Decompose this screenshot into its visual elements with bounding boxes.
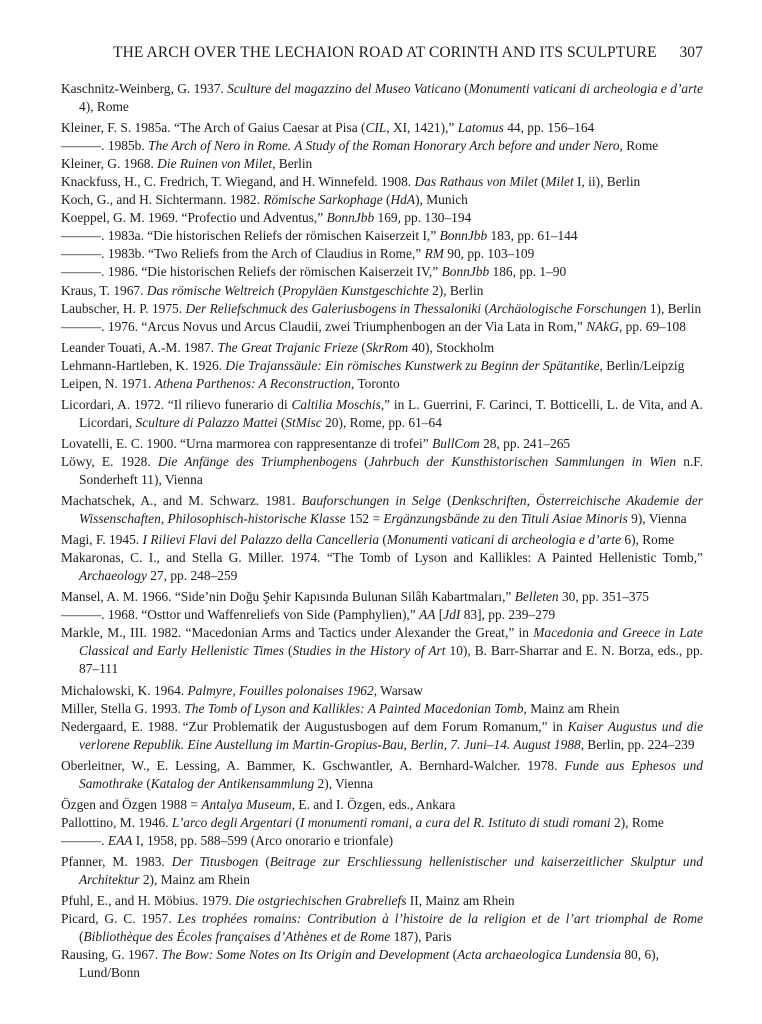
bib-entry: Picard, G. C. 1957. Les trophées romains: Contribution à l’histoire de la religion et de l’art triomphal de Rome (Bibliothèque des Écoles françaises d’Athènes et de Rome 187), Paris [61,911,703,945]
bib-entry: Löwy, E. 1928. Die Anfänge des Triumphenbogens (Jahrbuch der Kunsthistorischen Sammlungen in Wien n.F. Sonderheft 11), Vienna [61,453,703,487]
bib-entry: Rausing, G. 1967. The Bow: Some Notes on Its Origin and Development (Acta archaeologica Lundensia 80, 6), Lund/Bonn [61,947,659,981]
repeat-author-dash: ———. [61,228,105,244]
repeat-author-dash: ———. [61,264,105,280]
bib-entry: Pallottino, M. 1946. L’arco degli Argentari (I monumenti romani, a cura del R. Istituto di studi romani 2), Rome [61,814,664,830]
bib-entry: Machatschek, A., and M. Schwarz. 1981. Bauforschungen in Selge (Denkschriften, Österreichische Akademie der Wissenschaften, Philosophisch-historische Klasse 152 = Ergänzungsbände zu den Tituli Asiae Minoris 9), Vienna [61,493,703,527]
bib-entry: Kleiner, F. S. 1985a. “The Arch of Gaius Caesar at Pisa (CIL, XI, 1421),” Latomus 44, pp. 156–164 [61,120,595,136]
bib-entry: Kraus, T. 1967. Das römische Weltreich (Propyläen Kunstgeschichte 2), Berlin [61,282,484,298]
bib-entry: Özgen and Özgen 1988 = Antalya Museum, E. and I. Özgen, eds., Ankara [61,796,456,812]
running-header [113,44,703,64]
bib-entry: Knackfuss, H., C. Fredrich, T. Wiegand, and H. Winnefeld. 1908. Das Rathaus von Milet (Milet I, ii), Berlin [61,174,641,190]
repeat-author-dash: ———. [61,246,105,262]
bib-entry: Makaronas, C. I., and Stella G. Miller. 1974. “The Tomb of Lyson and Kallikles: A Painted Hellenistic Tomb,” Archaeology 27, pp. 248–259 [61,550,703,584]
bib-entry: ———. 1968. “Osttor und Waffenreliefs von Side (Pamphylien),” AA [JdI 83], pp. 239–279 [61,607,556,623]
bib-entry: ———. 1985b. The Arch of Nero in Rome. A Study of the Roman Honorary Arch before and under Nero, Rome [61,138,659,154]
bib-entry: Kleiner, G. 1968. Die Ruinen von Milet, Berlin [61,156,313,172]
bib-entry: Koch, G., and H. Sichtermann. 1982. Römische Sarkophage (HdA), Munich [61,192,468,208]
repeat-author-dash: ———. [61,318,105,334]
running-title: THE ARCH OVER THE LECHAION ROAD AT CORINTH AND ITS SCULPTURE [113,44,657,61]
bib-entry: Licordari, A. 1972. “Il rilievo funerario di Caltilia Moschis,” in L. Guerrini, F. Carinci, T. Botticelli, L. de Vita, and A. Licordari, Sculture di Palazzo Mattei (StMisc 20), Rome, pp. 61–64 [61,396,703,430]
bib-entry: Kaschnitz-Weinberg, G. 1937. Sculture del magazzino del Museo Vaticano (Monumenti vaticani di archeologia e d’arte 4), Rome [61,81,703,115]
bib-entry: Michalowski, K. 1964. Palmyre, Fouilles polonaises 1962, Warsaw [61,682,423,698]
repeat-author-dash: ———. [61,138,105,154]
bib-entry: ———. EAA I, 1958, pp. 588–599 (Arco onorario e trionfale) [61,832,394,848]
bib-entry: Markle, M., III. 1982. “Macedonian Arms and Tactics under Alexander the Great,” in Macedonia and Greece in Late Classical and Early Hellenistic Times (Studies in the History of Art 10), B. Barr-Sharrar and E. N. Borza, eds., pp. 87–111 [61,625,704,677]
bib-entry: ———. 1976. “Arcus Novus und Arcus Claudii, zwei Triumphenbogen an der Via Lata in Rom,” NAkG, pp. 69–108 [61,318,686,334]
bib-entry: Laubscher, H. P. 1975. Der Reliefschmuck des Galeriusbogens in Thessaloniki (Archäologische Forschungen 1), Berlin [61,300,702,316]
bib-entry: Pfanner, M. 1983. Der Titusbogen (Beitrage zur Erschliessung hellenistischer und kaiserzeitlicher Skulptur und Architektur 2), Mainz am Rhein [61,853,703,887]
bib-entry: ———. 1983b. “Two Reliefs from the Arch of Claudius in Rome,” RM 90, pp. 103–109 [61,246,535,262]
bib-entry: Oberleitner, W., E. Lessing, A. Bammer, K. Gschwantler, A. Bernhard-Walcher. 1978. Funde aus Ephesos und Samothrake (Katalog der Antikensammlung 2), Vienna [61,757,703,791]
repeat-author-dash: ———. [61,607,105,623]
bib-entry: Mansel, A. M. 1966. “Side’nin Doğu Şehir Kapısında Bulunan Silâh Kabartmaları,” Belleten 30, pp. 351–375 [61,589,649,605]
bib-entry: ———. 1986. “Die historischen Reliefs der römischen Kaiserzeit IV,” BonnJbb 186, pp. 1–90 [61,264,567,280]
bib-entry: Lehmann-Hartleben, K. 1926. Die Trajanssäule: Ein römisches Kunstwerk zu Beginn der Spätantike, Berlin/Leipzig [61,357,685,373]
repeat-author-dash: ———. [61,832,105,848]
bib-entry: Nedergaard, E. 1988. “Zur Problematik der Augustusbogen auf dem Forum Romanum,” in Kaiser Augustus und die verlorene Republik. Eine Austellung im Martin-Gropius-Bau, Berlin, 7. Juni–14. August 1988, Berlin, pp. 224–239 [61,718,704,752]
bib-entry: Miller, Stella G. 1993. The Tomb of Lyson and Kallikles: A Painted Macedonian Tomb, Mainz am Rhein [61,700,620,716]
bib-entry: Pfuhl, E., and H. Möbius. 1979. Die ostgriechischen Grabreliefs II, Mainz am Rhein [61,893,515,909]
bibliography-list [61,80,703,982]
bib-entry: Magi, F. 1945. I Rilievi Flavi del Palazzo della Cancelleria (Monumenti vaticani di archeologia e d’arte 6), Rome [61,532,675,548]
bib-entry: Koeppel, G. M. 1969. “Profectio und Adventus,” BonnJbb 169, pp. 130–194 [61,210,472,226]
bib-entry: Leander Touati, A.-M. 1987. The Great Trajanic Frieze (SkrRom 40), Stockholm [61,339,495,355]
bib-entry: Lovatelli, E. C. 1900. “Urna marmorea con rappresentanze di trofei” BullCom 28, pp. 241–265 [61,435,571,451]
page-number: 307 [679,44,703,61]
bib-entry: ———. 1983a. “Die historischen Reliefs der römischen Kaiserzeit I,” BonnJbb 183, pp. 61–144 [61,228,578,244]
bib-entry: Leipen, N. 1971. Athena Parthenos: A Reconstruction, Toronto [61,375,400,391]
